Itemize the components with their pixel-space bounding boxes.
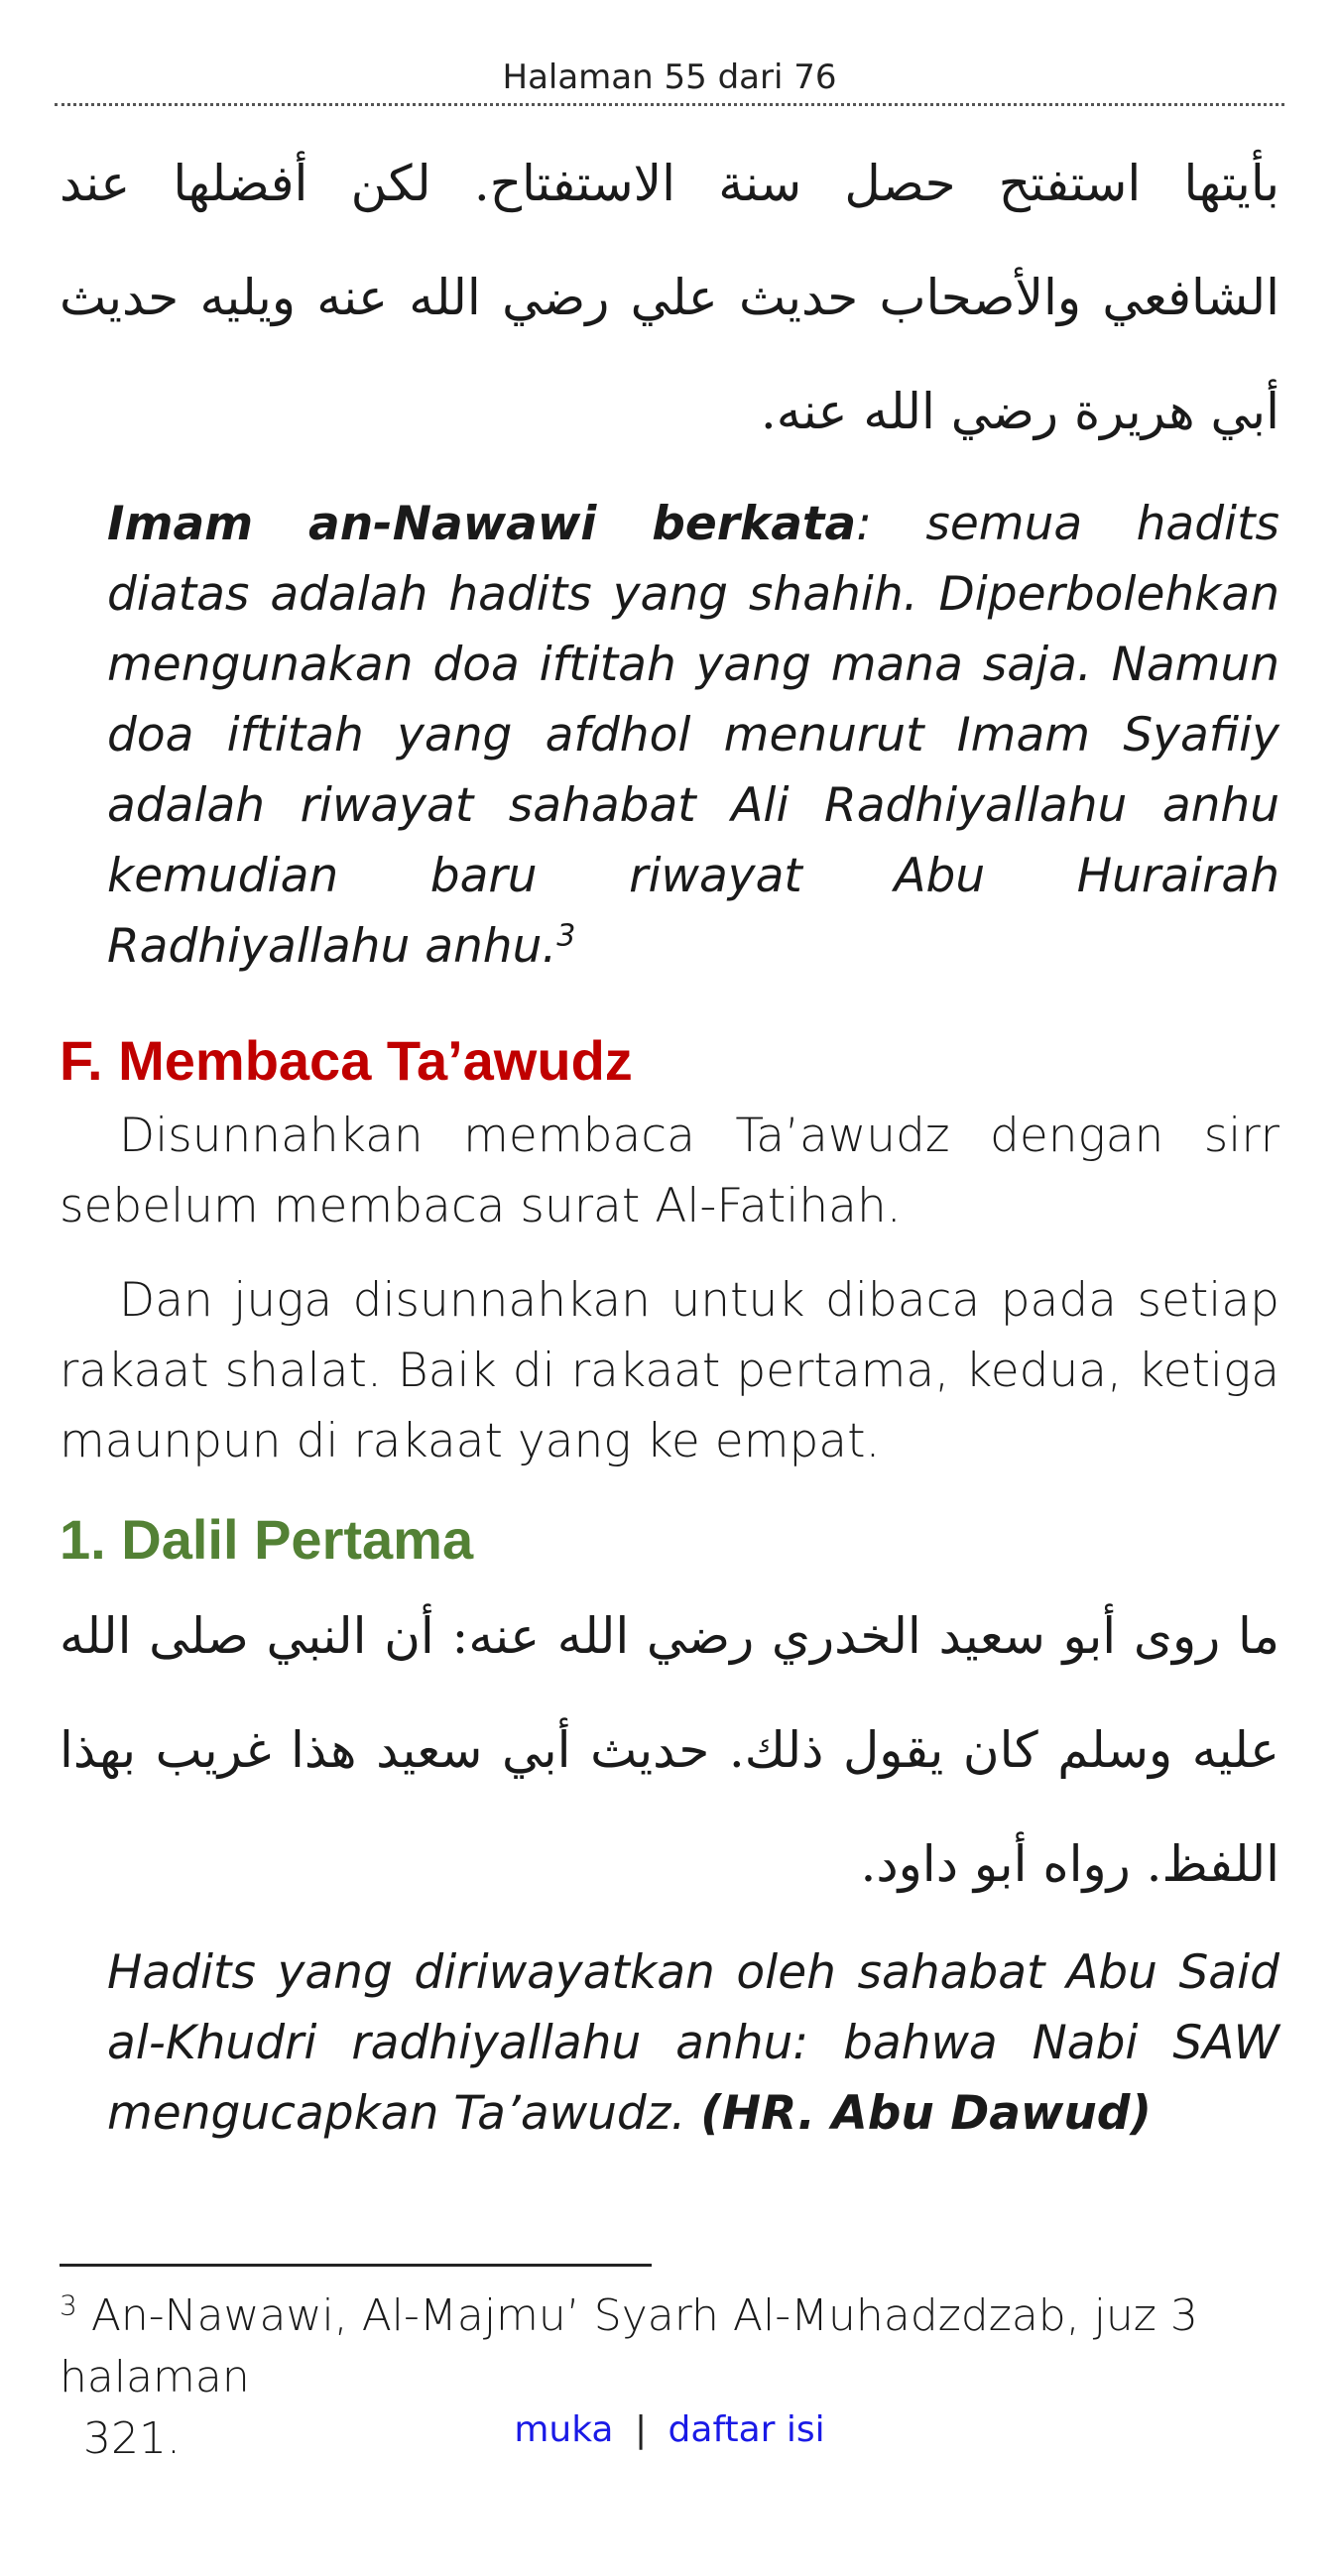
arabic-text-1: بأيتها استفتح حصل سنة الاستفتاح. لكن أفضلها عند الشافعي والأصحاب حديث علي رضي الله عنه ويليه حديث أبي هريرة رضي الله عنه. — [60, 155, 1279, 440]
nav-separator: | — [634, 2409, 648, 2450]
hadith-source: (HR. Abu Dawud) — [700, 2086, 1152, 2141]
page-header: Halaman 55 dari 76 — [55, 58, 1284, 106]
daftar-isi-link[interactable]: daftar isi — [668, 2409, 825, 2450]
footnote-divider — [60, 2264, 652, 2267]
translation-text: Hadits yang diriwayatkan oleh sahabat Abu Said al-Khudri radhiyallahu anhu: bahwa Nabi SAW mengucapkan Ta’awudz. — [107, 1945, 1279, 2141]
page-navigation — [0, 2409, 1339, 2450]
dalil-heading: 1. Dalil Pertama — [60, 1508, 474, 1571]
quote-bold-lead: Imam an-Nawawi berkata — [107, 497, 857, 551]
nawawi-quote — [107, 489, 1279, 982]
page-content — [60, 127, 1279, 2149]
footnote-number: 3 — [60, 2288, 77, 2322]
quote-text: : semua hadits diatas adalah hadits yang shahih. Diperbolehkan mengunakan doa iftitah yang mana saja. Namun doa iftitah yang afdhol menurut Imam Syafiiy adalah riwayat sahabat Ali Radhiyallahu anhu kemudian baru riwayat Abu Hurairah Radhiyallahu anhu. — [107, 497, 1279, 974]
footnote-text-2: 321. — [83, 2413, 181, 2464]
footnote-ref[interactable]: 3 — [556, 918, 576, 954]
section-f-paragraph-1: Disunnahkan membaca Ta’awudz dengan sirr sebelum membaca surat Al-Fatihah. — [60, 1109, 1279, 1233]
dalil-translation — [107, 1937, 1279, 2149]
muka-link[interactable]: muka — [514, 2409, 614, 2450]
section-heading-f: F. Membaca Ta’awudz — [60, 1029, 633, 1092]
arabic-text-2: ما روى أبو سعيد الخدري رضي الله عنه: أن النبي صلى الله عليه وسلم كان يقول ذلك. حديث أبي سعيد هذا غريب بهذا اللفظ. رواه أبو داود. — [60, 1607, 1279, 1893]
footnote-text-1: An-Nawawi, Al-Majmu’ Syarh Al-Muhadzdzab, juz 3 halaman — [60, 2290, 1198, 2402]
section-f-paragraph-2: Dan juga disunnahkan untuk dibaca pada setiap rakaat shalat. Baik di rakaat pertama, kedua, ketiga maunpun di rakaat yang ke empat. — [60, 1273, 1279, 1468]
footnote-line-1 — [60, 2285, 1279, 2408]
